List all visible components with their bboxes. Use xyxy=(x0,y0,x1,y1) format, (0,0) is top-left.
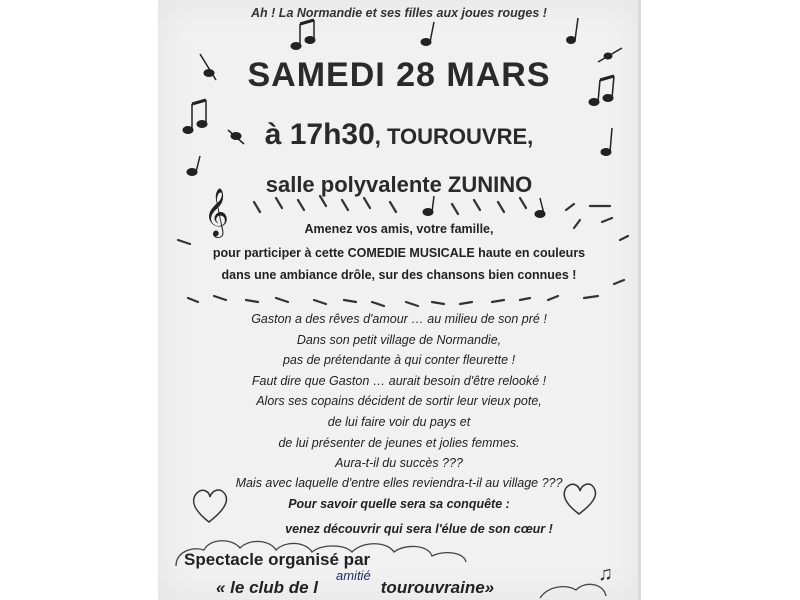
story-line: Mais avec laquelle d'entre elles reviendra-t-il au village ??? xyxy=(235,476,563,490)
invite-line: Amenez vos amis, votre famille, xyxy=(304,222,494,236)
invite-line: dans une ambiance drôle, sur des chansons bien connues ! xyxy=(221,268,577,282)
cta-line: venez découvrir qui sera l'élue de son cœur ! xyxy=(285,522,553,536)
organizer-intro: Spectacle organisé par xyxy=(184,550,371,569)
music-note-icon xyxy=(535,198,545,218)
dash-decoration-bottom xyxy=(188,280,624,306)
invite-line: pour participer à cette COMEDIE MUSICALE haute en couleurs xyxy=(212,246,586,260)
story-line: de lui présenter de jeunes et jolies femmes. xyxy=(278,436,520,450)
event-date: SAMEDI 28 MARS xyxy=(247,56,551,94)
story-line: Dans son petit village de Normandie, xyxy=(296,333,502,347)
treble-clef-icon: 𝄞 xyxy=(204,187,229,236)
story-line: Alors ses copains décident de sortir leur vieux pote, xyxy=(256,394,542,408)
club-prefix: « le club de l xyxy=(216,578,319,597)
story-line: Aura-t-il du succès ??? xyxy=(335,456,463,470)
story-line: Faut dire que Gaston … aurait besoin d'être relooké ! xyxy=(251,374,547,388)
music-note-icon: ♫ xyxy=(598,563,613,585)
event-venue: salle polyvalente ZUNINO xyxy=(265,172,533,197)
music-note-icon xyxy=(423,196,434,216)
cta-line: Pour savoir quelle sera sa conquête : xyxy=(288,497,510,511)
music-note-icon xyxy=(291,20,315,50)
story-line: pas de prétendante à qui conter fleurette ! xyxy=(282,353,516,367)
music-note-icon xyxy=(567,18,579,44)
handwritten-word: amitié xyxy=(336,568,371,583)
event-time-location xyxy=(158,118,640,152)
dash-decoration-top xyxy=(178,196,628,244)
music-note-icon xyxy=(421,22,434,46)
event-time: à 17h30 xyxy=(264,118,375,151)
slogan: Ah ! La Normandie et ses filles aux joues rouges ! xyxy=(251,6,547,20)
story-line: de lui faire voir du pays et xyxy=(327,415,471,429)
story-line: Gaston a des rêves d'amour … au milieu de son pré ! xyxy=(251,312,547,326)
club-suffix: tourouvraine» xyxy=(376,578,495,597)
cloud-outline xyxy=(540,584,606,598)
event-town: , TOUROUVRE, xyxy=(374,124,534,149)
